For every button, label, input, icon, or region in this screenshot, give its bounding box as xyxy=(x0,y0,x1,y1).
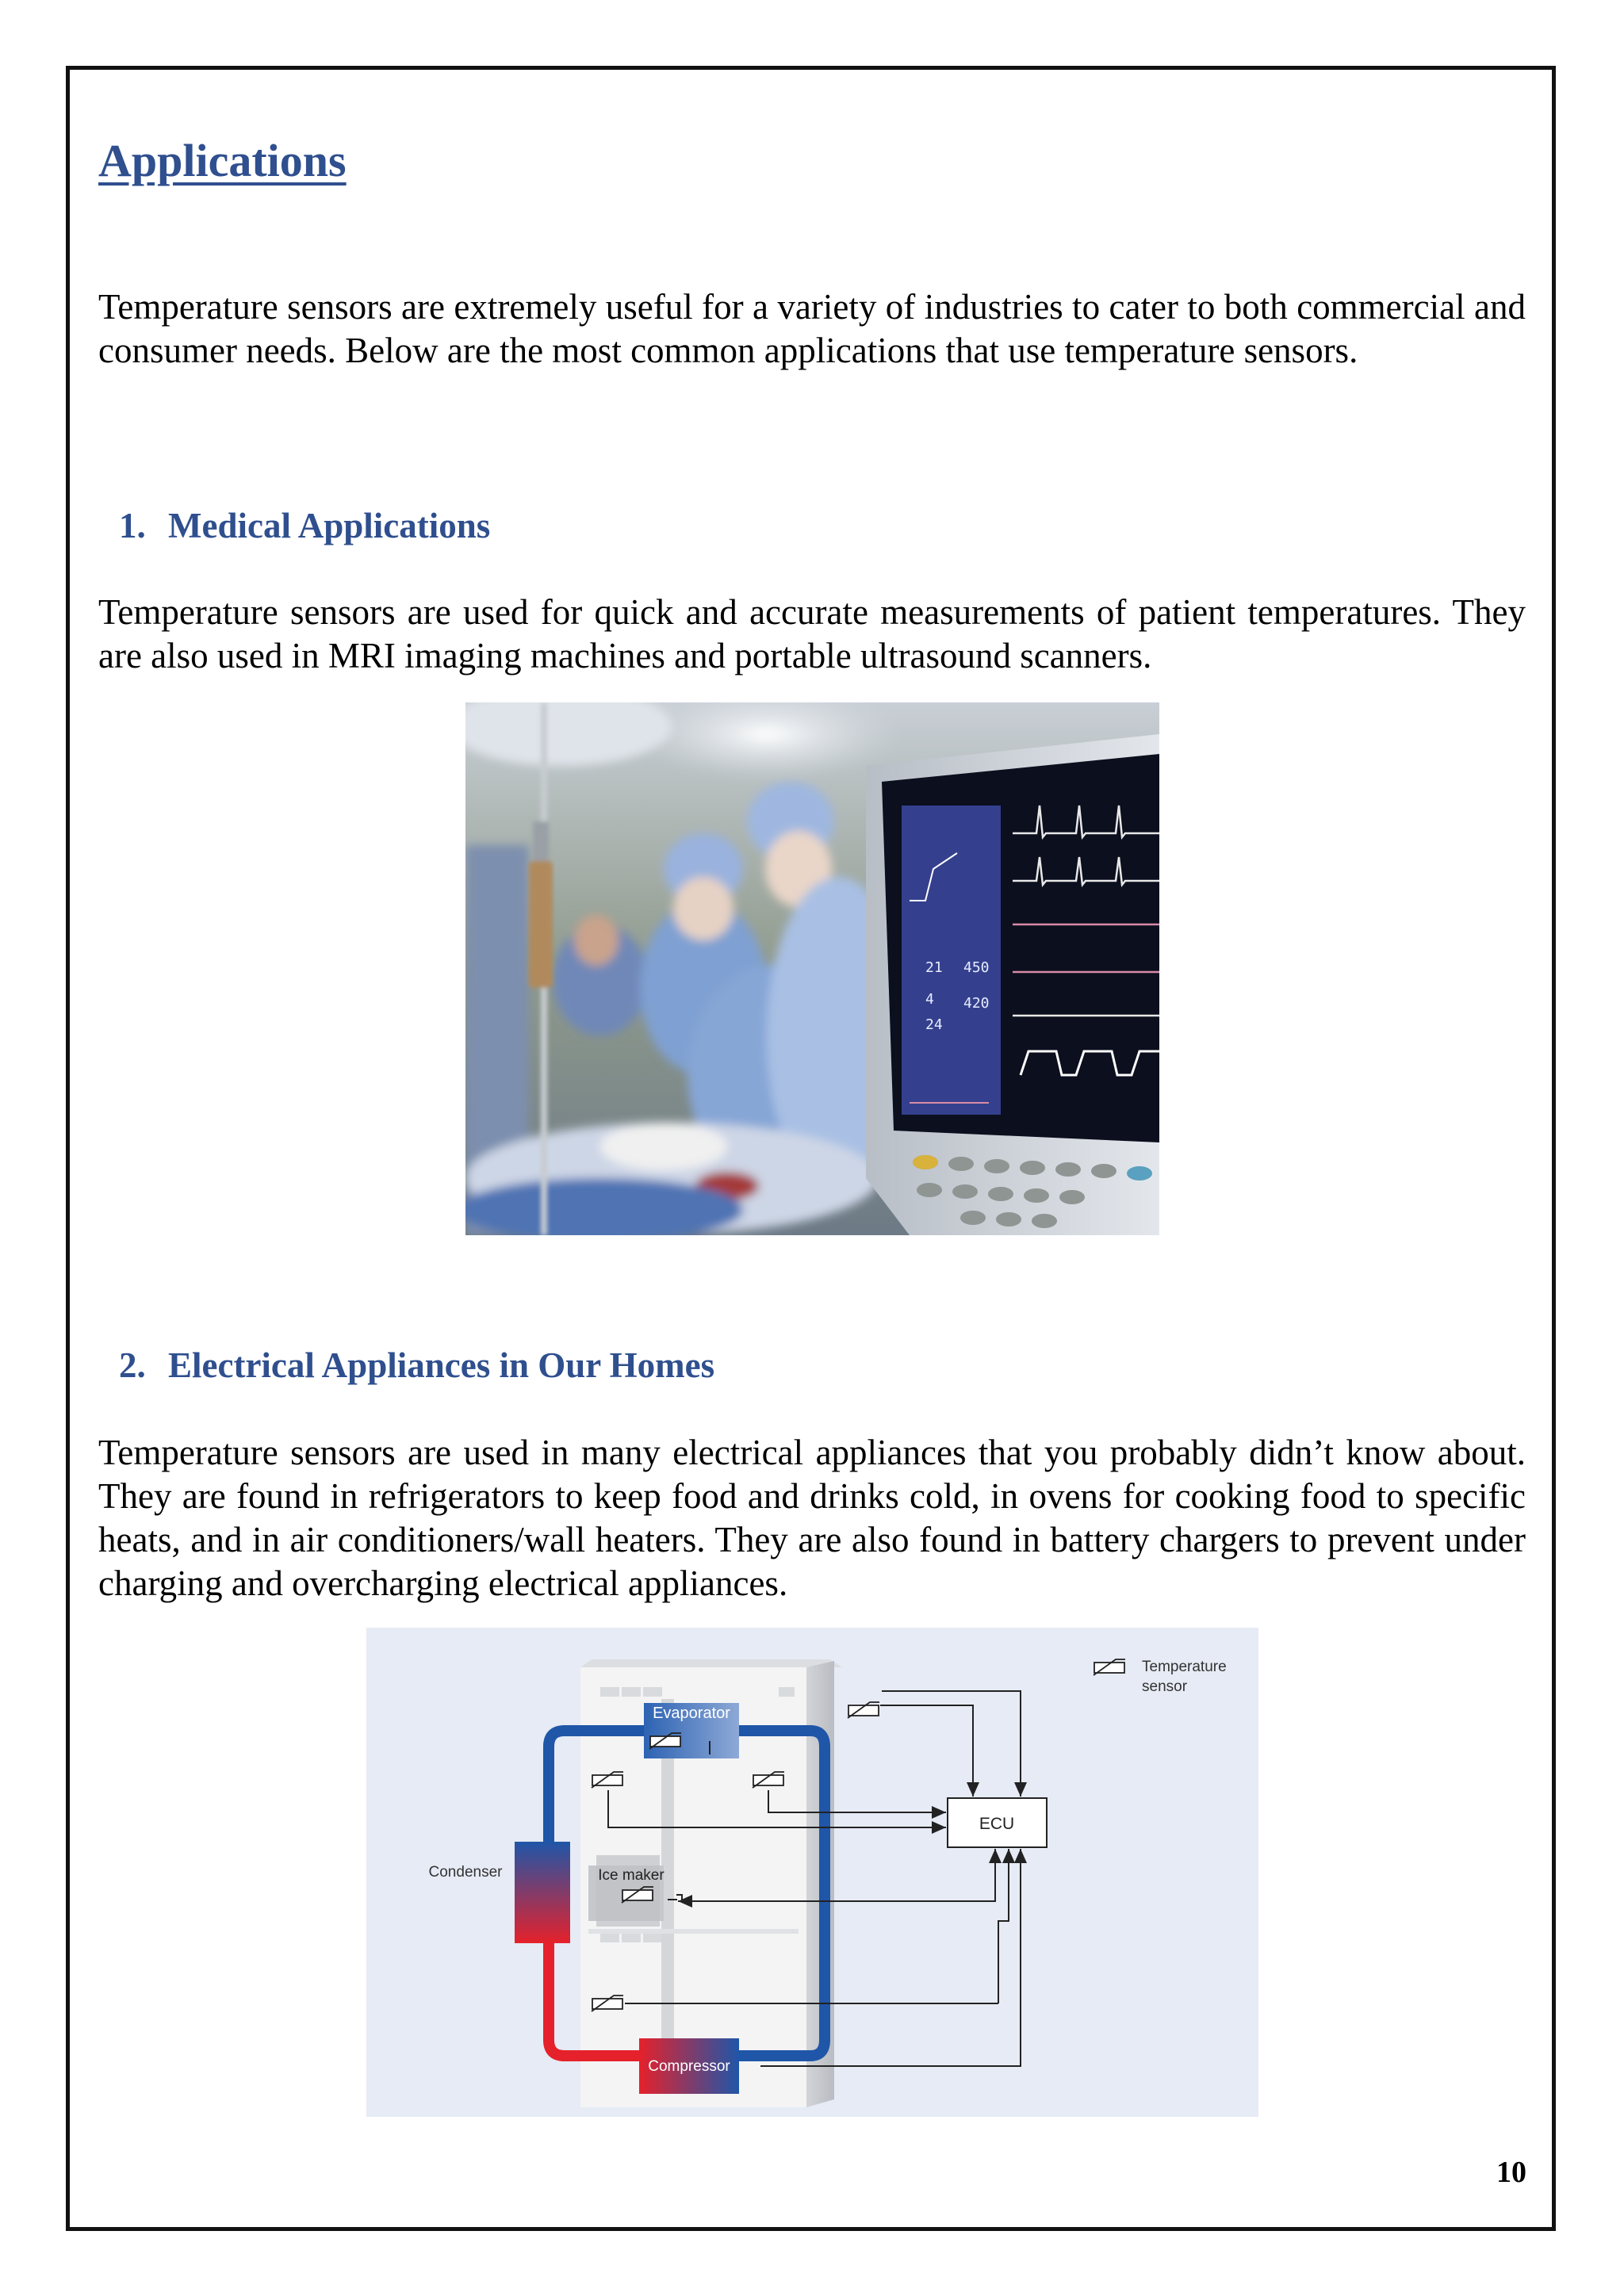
intro-paragraph: Temperature sensors are extremely useful for a variety of industries to cater to both commercial and consumer needs. Below are the most common applications that use temperature sensors. xyxy=(98,287,1526,370)
monitor-readout: 420 xyxy=(963,995,990,1012)
page-title: Applications xyxy=(98,135,347,186)
page-number: 10 xyxy=(1496,2156,1526,2189)
section-number: 1. xyxy=(119,506,146,545)
section-heading-appliances xyxy=(119,1344,714,1387)
ice-maker-label: Ice maker xyxy=(598,1867,665,1884)
appliances-paragraph: Temperature sensors are used in many electrical appliances that you probably didn’t know about. They are found in refrigerators to keep food and drinks cold, in ovens for cooking food to specific heats, and in air conditioners/wall heaters. They are also found in battery chargers to prevent under charging and overcharging electrical appliances. xyxy=(98,1433,1526,1603)
monitor-readout: 21 xyxy=(925,959,943,976)
compressor-label: Compressor xyxy=(648,2058,730,2075)
evaporator-label: Evaporator xyxy=(653,1705,730,1722)
legend-label: Temperature xyxy=(1142,1659,1227,1675)
condenser-label: Condenser xyxy=(428,1864,503,1881)
monitor-readout: 4 xyxy=(925,991,934,1008)
monitor-readout: 24 xyxy=(925,1016,943,1033)
section-heading-medical xyxy=(119,504,490,547)
section-heading-text: Medical Applications xyxy=(168,506,491,545)
monitor-readout: 450 xyxy=(963,959,990,976)
section-heading-text: Electrical Appliances in Our Homes xyxy=(168,1345,715,1385)
medical-paragraph: Temperature sensors are used for quick and accurate measurements of patient temperatures. They are also used in MRI imaging machines and portable ultrasound scanners. xyxy=(98,592,1526,675)
operating-room-photo xyxy=(465,702,1159,1235)
ecu-label: ECU xyxy=(979,1815,1015,1833)
refrigerator-sensor-diagram xyxy=(366,1628,1258,2117)
legend-label: sensor xyxy=(1142,1678,1188,1695)
section-number: 2. xyxy=(119,1345,146,1385)
